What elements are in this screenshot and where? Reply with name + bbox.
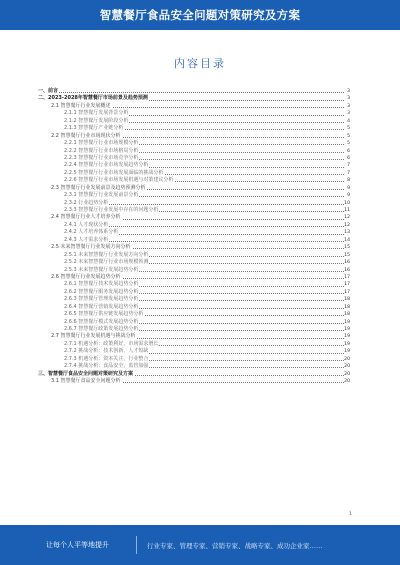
toc-entry-label: 2.6.3 智慧餐厅管理发展趋势分析 bbox=[64, 296, 139, 303]
toc-entry[interactable] bbox=[38, 296, 350, 303]
toc-entry-page: 10 bbox=[344, 200, 350, 206]
toc-entry-label: 2.7.1 机遇分析：政策利好，市场需求增长 bbox=[64, 340, 159, 347]
toc-entry-label: 2.2.2 智慧餐厅行业市场格局分析 bbox=[64, 147, 139, 154]
toc-entry-page: 19 bbox=[344, 319, 350, 325]
toc-entry-label: 一、前言 bbox=[38, 88, 59, 94]
toc-entry-label: 2.4.3 人才需求分析 bbox=[64, 236, 109, 243]
toc-entry-label: 2.2.1 智慧餐厅行业市场规模分析 bbox=[64, 140, 139, 147]
toc-entry-page: 18 bbox=[344, 312, 350, 318]
toc-entry-label: 2.2.6 智慧餐厅行业市场发展机遇与对策建议分析 bbox=[64, 177, 174, 184]
toc-entry-page: 19 bbox=[344, 327, 350, 332]
toc-entry-label: 2.3.1 智慧餐厅行业发展前景分析 bbox=[64, 192, 139, 199]
document-title: 智慧餐厅食品安全问题对策研究及方案 bbox=[99, 8, 301, 22]
toc-entry-label: 2.1 智慧餐厅行业发展概述 bbox=[51, 102, 111, 109]
header-banner bbox=[0, 0, 400, 30]
toc-entry-label: 2.6.1 智慧餐厅技术发展趋势分析 bbox=[64, 281, 139, 288]
toc-entry-label: 2.6.7 智慧餐厅政策发展趋势分析 bbox=[64, 326, 139, 332]
toc-entry-label: 三、智慧餐厅食品安全问题对策研究及方案 bbox=[38, 370, 134, 377]
toc-entry-label: 2.1.1 智慧餐厅发展背景分析 bbox=[64, 110, 129, 117]
toc-entry-page: 4 bbox=[347, 118, 350, 124]
toc-entry-page: 13 bbox=[344, 230, 350, 236]
toc-entry-page: 20 bbox=[344, 364, 350, 370]
footer-experts-text: 行业专家、管理专家、营销专家、战略专家、成功企业家…… bbox=[147, 541, 323, 550]
toc-entry-label: 二、2023-2028年智慧餐厅市场前景及趋势预测 bbox=[38, 95, 148, 102]
toc-entry-label: 2.7.3 机遇分析：资本关注，行业整合 bbox=[64, 355, 149, 362]
table-of-contents bbox=[38, 88, 350, 386]
toc-entry-page: 19 bbox=[344, 341, 350, 347]
toc-entry-page: 5 bbox=[347, 126, 350, 132]
toc-entry[interactable] bbox=[38, 259, 350, 266]
toc-entry[interactable] bbox=[38, 281, 350, 288]
toc-entry-page: 19 bbox=[344, 349, 350, 355]
toc-entry-page: 18 bbox=[344, 297, 350, 303]
page-number: 1 bbox=[349, 512, 352, 517]
toc-entry-page: 6 bbox=[347, 155, 350, 161]
toc-entry-label: 2.5.2 未来智慧餐厅行业市场规模预测 bbox=[64, 259, 149, 266]
toc-entry[interactable] bbox=[38, 319, 350, 326]
toc-entry-label: 2.1.2 智慧餐厅发展阶段分析 bbox=[64, 117, 129, 124]
toc-entry-page: 9 bbox=[347, 193, 350, 199]
toc-entry-page: 3 bbox=[347, 103, 350, 109]
toc-entry[interactable] bbox=[38, 363, 350, 370]
toc-entry-label: 2.7.4 挑战分析：食品安全，监管加强 bbox=[64, 363, 149, 370]
toc-entry[interactable] bbox=[38, 311, 350, 318]
toc-entry-label: 2.2.4 智慧餐厅行业市场发展趋势分析 bbox=[64, 162, 149, 169]
toc-entry-page: 17 bbox=[344, 289, 350, 295]
toc-entry[interactable] bbox=[38, 348, 350, 355]
toc-entry-page: 7 bbox=[347, 163, 350, 169]
toc-entry-label: 2.6 智慧餐厅行业发展趋势分析 bbox=[51, 273, 121, 280]
toc-entry-label: 2.6.2 智慧餐厅服务发展趋势分析 bbox=[64, 288, 139, 295]
toc-entry-page: 16 bbox=[344, 267, 350, 273]
toc-entry[interactable] bbox=[38, 95, 350, 102]
toc-entry-label: 2.3.2 行业趋势分析 bbox=[64, 199, 109, 206]
toc-entry-page: 7 bbox=[347, 170, 350, 176]
toc-entry-label: 2.2 智慧餐厅行业市场现状分析 bbox=[51, 132, 121, 139]
toc-entry-label: 2.2.3 智慧餐厅行业市场竞争分析 bbox=[64, 154, 139, 161]
toc-entry-page: 17 bbox=[344, 274, 350, 280]
toc-entry-page: 20 bbox=[344, 379, 350, 385]
toc-entry[interactable] bbox=[38, 110, 350, 117]
toc-entry-label: 3.1 智慧餐厅食品安全问题分析 bbox=[51, 378, 121, 385]
toc-entry-page: 6 bbox=[347, 148, 350, 154]
toc-entry[interactable] bbox=[38, 133, 350, 140]
toc-entry[interactable] bbox=[38, 252, 350, 259]
toc-entry-page: 3 bbox=[347, 96, 350, 102]
toc-entry-label: 2.5.3 未来智慧餐厅发展趋势分析 bbox=[64, 266, 139, 273]
toc-entry-label: 2.6.6 智慧餐厅模式发展趋势分析 bbox=[64, 318, 139, 325]
toc-entry-label: 2.5 未来智慧餐厅行业发展方向分析 bbox=[51, 244, 131, 251]
toc-entry-page: 3 bbox=[347, 89, 350, 94]
toc-entry[interactable] bbox=[38, 162, 350, 169]
toc-entry-page: 5 bbox=[347, 141, 350, 147]
toc-entry-page: 5 bbox=[347, 133, 350, 139]
toc-entry[interactable] bbox=[38, 304, 350, 311]
toc-entry[interactable] bbox=[38, 177, 350, 184]
toc-entry-page: 3 bbox=[347, 111, 350, 117]
toc-entry-label: 2.2.5 智慧餐厅行业市场发展面临的挑战分析 bbox=[64, 169, 164, 176]
toc-heading: 内容目录 bbox=[174, 57, 226, 70]
toc-entry-label: 2.6.4 智慧餐厅营销发展趋势分析 bbox=[64, 303, 139, 310]
toc-entry[interactable] bbox=[38, 125, 350, 132]
toc-entry-label: 2.7 智慧餐厅行业发展机遇与挑战分析 bbox=[51, 333, 136, 340]
toc-entry-label: 2.4 智慧餐厅行业人才培养分析 bbox=[51, 214, 121, 221]
toc-entry[interactable] bbox=[38, 229, 350, 236]
toc-entry-label: 2.3.3 智慧餐厅行业发展中存在的问题分析 bbox=[64, 207, 159, 213]
toc-entry[interactable] bbox=[38, 148, 350, 155]
toc-entry-page: 15 bbox=[344, 245, 350, 251]
footer-divider bbox=[136, 536, 137, 554]
toc-entry[interactable] bbox=[38, 371, 350, 378]
toc-entry-page: 11 bbox=[344, 208, 350, 213]
toc-entry[interactable] bbox=[38, 192, 350, 199]
toc-entry-label: 2.4.2 人才培养体系分析 bbox=[64, 229, 119, 236]
toc-leader-dots bbox=[46, 92, 344, 93]
toc-entry-page: 16 bbox=[344, 260, 350, 266]
toc-entry-page: 9 bbox=[347, 185, 350, 191]
toc-entry[interactable] bbox=[38, 267, 350, 274]
footer-banner bbox=[0, 525, 400, 565]
toc-entry-page: 20 bbox=[344, 356, 350, 362]
toc-entry-page: 8 bbox=[347, 178, 350, 184]
toc-entry-page: 17 bbox=[344, 282, 350, 288]
toc-entry-label: 2.1.3 智慧餐厅产业链分析 bbox=[64, 125, 124, 132]
toc-entry-page: 12 bbox=[344, 215, 350, 221]
toc-entry-page: 18 bbox=[344, 304, 350, 310]
toc-entry[interactable] bbox=[38, 185, 350, 192]
toc-entry[interactable] bbox=[38, 244, 350, 251]
toc-entry-label: 2.7.2 挑战分析：技术创新，人才短缺 bbox=[64, 348, 149, 355]
toc-entry-page: 20 bbox=[344, 371, 350, 377]
toc-entry-label: 2.4.1 人才现状分析 bbox=[64, 221, 109, 228]
toc-entry-label: 2.6.5 智慧餐厅供应链发展趋势分析 bbox=[64, 311, 144, 318]
toc-entry[interactable] bbox=[38, 140, 350, 147]
toc-entry-page: 12 bbox=[344, 222, 350, 228]
toc-entry[interactable] bbox=[38, 214, 350, 221]
toc-entry-page: 14 bbox=[344, 237, 350, 243]
toc-entry-label: 2.3 智慧餐厅行业发展前景及趋势预测分析 bbox=[51, 184, 146, 191]
toc-entry[interactable] bbox=[38, 200, 350, 207]
footer-slogan: 让每个人平等地提升 bbox=[46, 541, 109, 549]
toc-entry-page: 15 bbox=[344, 252, 350, 258]
toc-entry-label: 2.5.1 未来智慧餐厅行业发展方向分析 bbox=[64, 251, 149, 258]
toc-entry[interactable] bbox=[38, 333, 350, 340]
toc-entry[interactable] bbox=[38, 378, 350, 385]
toc-entry-page: 19 bbox=[344, 334, 350, 340]
